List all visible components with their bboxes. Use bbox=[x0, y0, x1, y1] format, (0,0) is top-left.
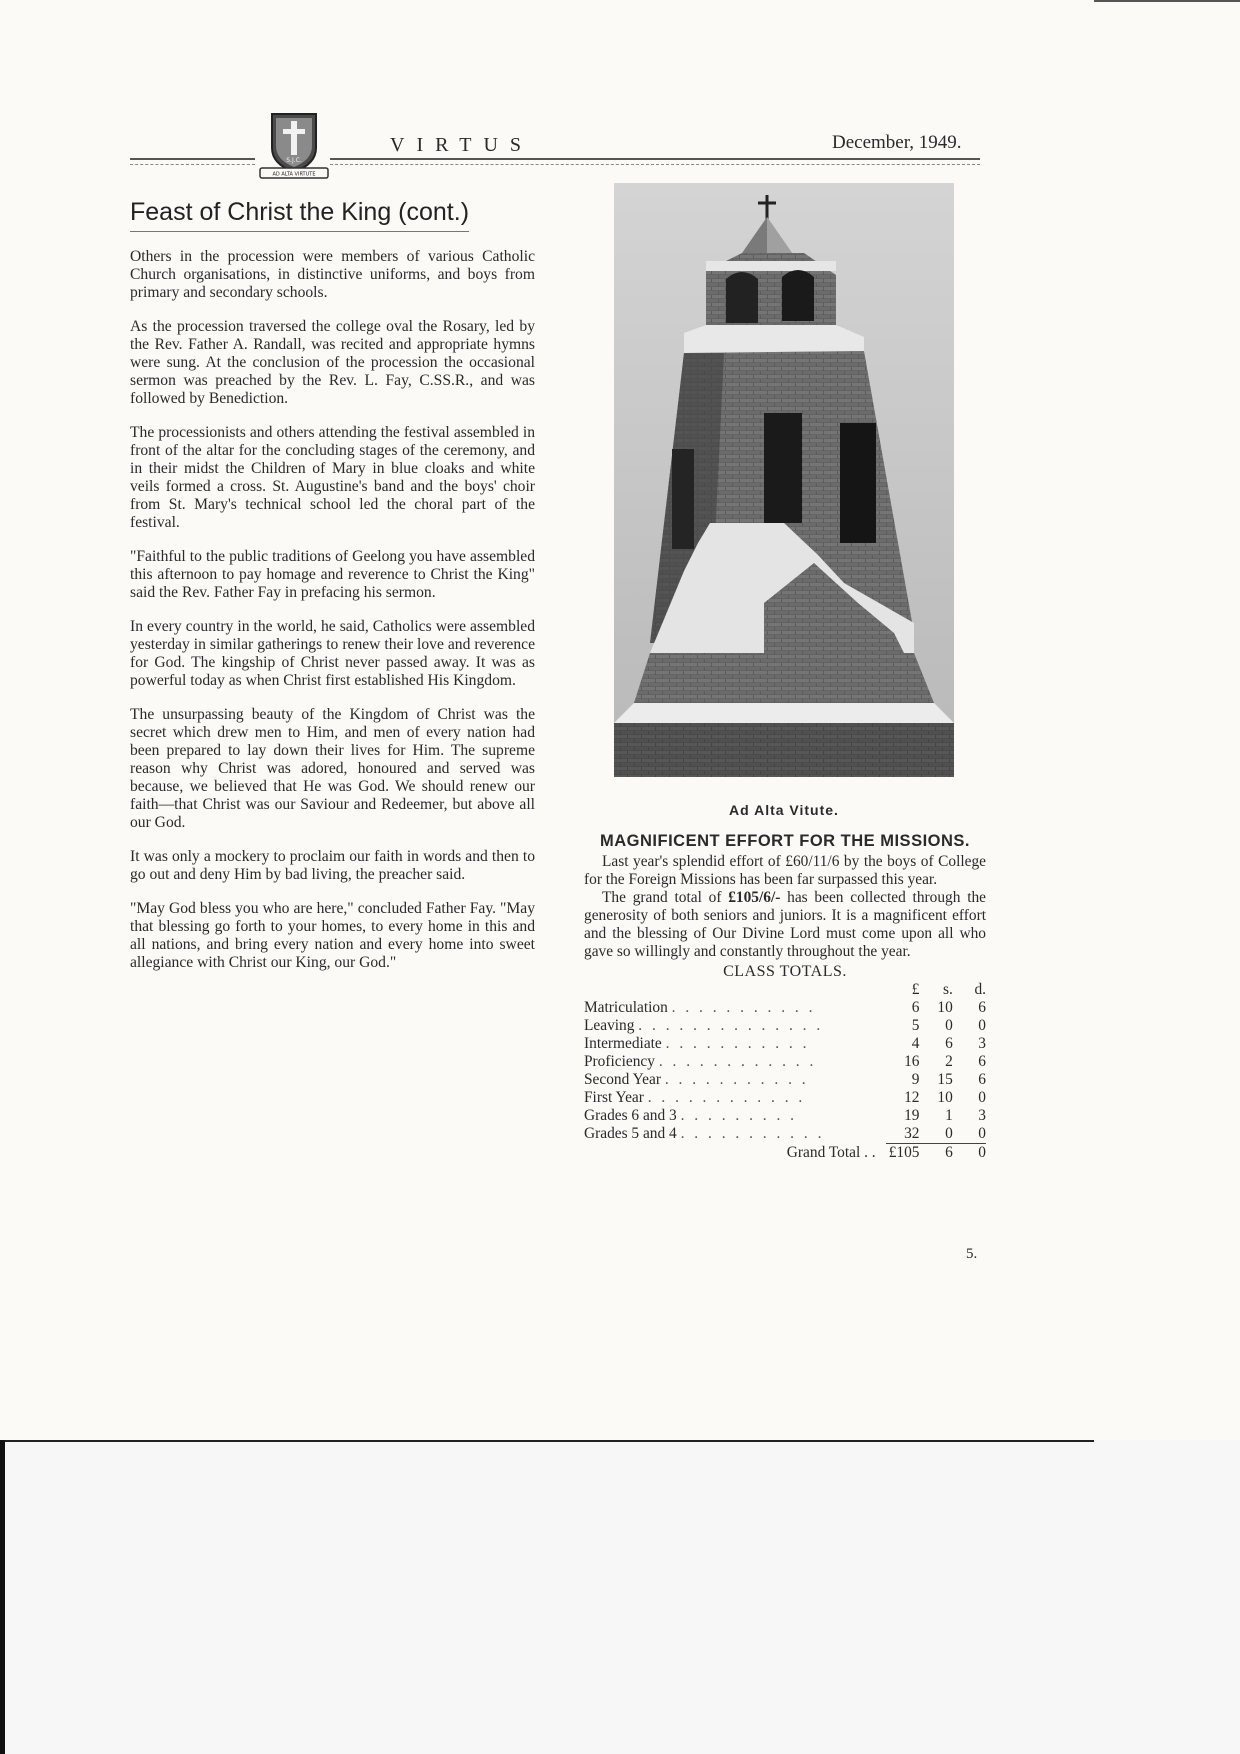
photo-caption: Ad Alta Vitute. bbox=[729, 802, 839, 818]
shillings-value: 2 bbox=[945, 1053, 953, 1070]
missions-heading: MAGNIFICENT EFFORT FOR THE MISSIONS. bbox=[600, 832, 970, 850]
article-paragraph: Others in the procession were members of various Catholic Church organisations, in distinctive uniforms, and boys from primary and secondary schools. bbox=[130, 248, 535, 301]
shillings-value: 0 bbox=[945, 1017, 953, 1034]
table-header-row bbox=[584, 981, 986, 999]
class-name: Intermediate bbox=[584, 1035, 662, 1052]
shillings-value: 6 bbox=[945, 1035, 953, 1052]
grand-total-label: Grand Total . . bbox=[786, 1143, 876, 1161]
class-totals-table bbox=[584, 981, 986, 1162]
class-name: Matriculation bbox=[584, 999, 668, 1016]
pounds-value: 4 bbox=[911, 1035, 920, 1052]
pounds-value: 9 bbox=[911, 1071, 920, 1088]
grand-total-highlight: £105/6/- bbox=[728, 889, 781, 906]
article-column bbox=[130, 198, 535, 988]
shillings-value: 10 bbox=[937, 1089, 953, 1106]
leader-dots: . . . . . . . . . . . . . . bbox=[638, 1017, 824, 1034]
pence-value: 0 bbox=[978, 1017, 986, 1034]
college-crest-icon bbox=[258, 108, 330, 180]
pence-value: 6 bbox=[978, 1071, 986, 1088]
pounds-value: 6 bbox=[911, 999, 920, 1016]
class-name: Second Year bbox=[584, 1071, 661, 1088]
table-row bbox=[584, 1071, 986, 1089]
missions-text: has been collected through the generosity of both seniors and juniors. It is a magnificent effort and the blessing of Our Divine Lord must come upon all who gave so willingly and constantly throughout the year. bbox=[584, 889, 986, 960]
class-name: Leaving bbox=[584, 1017, 635, 1034]
pence-header: d. bbox=[974, 981, 986, 998]
table-row bbox=[584, 999, 986, 1017]
leader-dots: . . . . . . . . . bbox=[680, 1107, 798, 1124]
bell-tower-photo bbox=[614, 183, 954, 777]
pounds-value: 16 bbox=[904, 1053, 920, 1070]
article-paragraph: In every country in the world, he said, Catholics were assembled yesterday in similar gatherings to renew their love and reverence for God. The kingship of Christ never passed away. It was as powerful today as when Christ first established His Kingdom. bbox=[130, 618, 535, 689]
article-title: Feast of Christ the King (cont.) bbox=[130, 198, 469, 232]
grand-total-pounds: £105 bbox=[886, 1144, 920, 1163]
shillings-value: 0 bbox=[945, 1125, 953, 1142]
class-totals-title: CLASS TOTALS. bbox=[723, 963, 847, 980]
crest-initials: S.J.C. bbox=[286, 157, 302, 164]
article-paragraph: It was only a mockery to proclaim our faith in words and then to go out and deny Him by bad living, the preacher said. bbox=[130, 848, 535, 883]
class-name: Grades 5 and 4 bbox=[584, 1125, 677, 1142]
leader-dots: . . . . . . . . . . . bbox=[680, 1125, 825, 1142]
issue-date: December, 1949. bbox=[832, 132, 962, 153]
pence-value: 6 bbox=[978, 999, 986, 1016]
class-name: Proficiency bbox=[584, 1053, 655, 1070]
leader-dots: . . . . . . . . . . . bbox=[671, 999, 816, 1016]
article-paragraph: The processionists and others attending the festival assembled in front of the altar for the concluding stages of the ceremony, and in their midst the Children of Mary in blue cloaks and white veils formed a cross. St. Augustine's band and the boys' choir from St. Mary's technical school led the choral part of the festival. bbox=[130, 424, 535, 531]
scan-left-bar bbox=[0, 1440, 5, 1754]
article-paragraph: As the procession traversed the college oval the Rosary, led by the Rev. Father A. Randall, was recited and appropriate hymns were sung. At the conclusion of the procession the occasional sermon was preached by the Rev. L. Fay, C.SS.R., and was followed by Benediction. bbox=[130, 318, 535, 407]
pounds-value: 5 bbox=[911, 1017, 920, 1034]
scan-edge bbox=[0, 1440, 1094, 1442]
grand-total-pence: 0 bbox=[953, 1144, 986, 1163]
pence-value: 3 bbox=[978, 1107, 986, 1124]
grand-total-row bbox=[584, 1144, 986, 1163]
crest-motto: AD ALTA VIRTUTE bbox=[272, 171, 316, 178]
article-paragraph: "Faithful to the public traditions of Geelong you have assembled this afternoon to pay homage and reverence to Christ the King" said the Rev. Father Fay in prefacing his sermon. bbox=[130, 548, 535, 601]
magazine-name: VIRTUS bbox=[390, 134, 534, 156]
grand-total-shillings: 6 bbox=[920, 1144, 953, 1163]
table-row bbox=[584, 1017, 986, 1035]
pounds-value: 12 bbox=[904, 1089, 920, 1106]
missions-text: The grand total of bbox=[602, 889, 729, 906]
leader-dots: . . . . . . . . . . . bbox=[665, 1035, 810, 1052]
page-number: 5. bbox=[966, 1246, 978, 1262]
table-row bbox=[584, 1107, 986, 1125]
pence-value: 0 bbox=[978, 1089, 986, 1106]
scan-background bbox=[0, 1440, 1240, 1754]
pence-value: 3 bbox=[978, 1035, 986, 1052]
leader-dots: . . . . . . . . . . . . bbox=[658, 1053, 817, 1070]
leader-dots: . . . . . . . . . . . . bbox=[647, 1089, 806, 1106]
shillings-value: 1 bbox=[945, 1107, 953, 1124]
header-rule-right bbox=[330, 158, 980, 165]
table-row bbox=[584, 1089, 986, 1107]
article-paragraph: "May God bless you who are here," concluded Father Fay. "May that blessing go forth to your homes, to every home in this and all nations, and bring every nation and every home into sweet allegiance with Christ our King, our God." bbox=[130, 900, 535, 971]
table-row bbox=[584, 1125, 986, 1144]
class-name: First Year bbox=[584, 1089, 644, 1106]
shillings-header: s. bbox=[942, 981, 953, 998]
pounds-value: 19 bbox=[904, 1107, 920, 1124]
pence-value: 0 bbox=[978, 1125, 986, 1142]
article-paragraph: The unsurpassing beauty of the Kingdom of Christ was the secret which drew men to Him, and men of every nation had been prepared to lay down their lives for Him. The supreme reason why Christ was adored, honoured and served was because, we believed that He was God. We should renew our faith—that Christ was our Saviour and Redeemer, but above all our God. bbox=[130, 706, 535, 831]
pounds-value: 32 bbox=[904, 1125, 920, 1142]
class-name: Grades 6 and 3 bbox=[584, 1107, 677, 1124]
header-rule-left bbox=[130, 158, 255, 165]
missions-column bbox=[584, 832, 986, 1162]
table-row bbox=[584, 1053, 986, 1071]
scan-border bbox=[1094, 0, 1240, 2]
pounds-header: £ bbox=[911, 981, 920, 998]
pence-value: 6 bbox=[978, 1053, 986, 1070]
leader-dots: . . . . . . . . . . . bbox=[664, 1071, 809, 1088]
table-row bbox=[584, 1035, 986, 1053]
shillings-value: 15 bbox=[937, 1071, 953, 1088]
missions-paragraph: Last year's splendid effort of £60/11/6 by the boys of College for the Foreign Missions has been far surpassed this year. bbox=[584, 853, 986, 888]
shillings-value: 10 bbox=[937, 999, 953, 1016]
missions-paragraph bbox=[584, 889, 986, 961]
